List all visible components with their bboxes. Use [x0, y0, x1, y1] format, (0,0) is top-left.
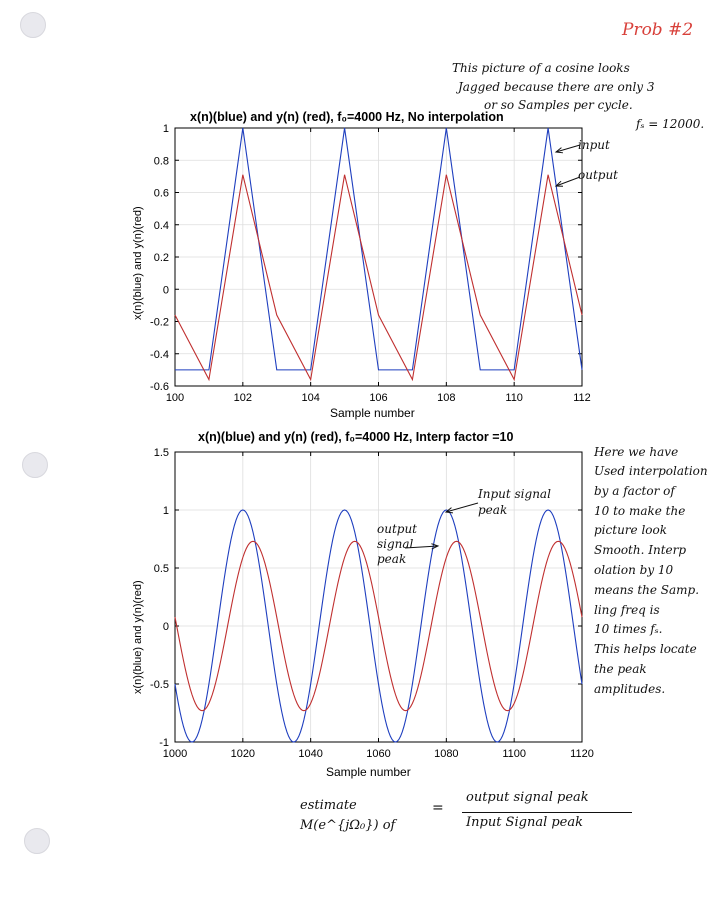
y-tick-label: 0.5: [153, 563, 169, 575]
x-tick-label: 112: [573, 392, 591, 404]
x-tick-label: 1000: [162, 748, 188, 760]
formula-numerator: output signal peak: [466, 790, 589, 805]
note-line: This picture of a cosine looks: [452, 61, 630, 75]
x-tick-label: 102: [233, 392, 253, 404]
chart1-xlabel: Sample number: [330, 406, 415, 420]
y-tick-label: 0: [162, 621, 169, 633]
note-line: Here we have: [594, 445, 679, 459]
y-tick-label: -0.6: [150, 381, 169, 393]
output-annotation: output: [578, 168, 619, 182]
y-tick-label: 0.8: [153, 155, 169, 168]
y-tick-label: 1.5: [153, 447, 169, 459]
note-line: Jagged because there are only 3: [458, 80, 655, 94]
note-line: the peak: [594, 662, 647, 676]
note-line: Used interpolation: [594, 464, 708, 478]
y-tick-label: 0.4: [153, 219, 169, 232]
x-tick-label: 1020: [230, 748, 256, 760]
formula-left: estimate M(e^{jΩ₀}) of: [300, 798, 396, 833]
annotation-arrow: [446, 503, 478, 512]
note-line: by a factor of: [594, 484, 675, 498]
x-tick-label: 1120: [570, 748, 594, 760]
x-tick-label: 100: [165, 392, 185, 404]
note-line: 10 times fₛ.: [594, 622, 663, 636]
input-annotation: input: [578, 138, 610, 152]
formula-equals: =: [432, 800, 444, 816]
y-tick-label: -0.4: [150, 348, 169, 361]
chart2-ylabel: x(n)(blue) and y(n)(red): [132, 580, 144, 694]
y-tick-label: -0.2: [150, 316, 169, 329]
chart1-ylabel: x(n)(blue) and y(n)(red): [132, 206, 144, 320]
output-peak-annotation: output signal peak: [377, 522, 418, 566]
y-tick-label: 1: [162, 123, 169, 135]
x-tick-label: 106: [369, 392, 388, 404]
chart2-xlabel: Sample number: [326, 765, 411, 779]
punch-hole-icon: [24, 828, 50, 854]
note-line: fₛ = 12000.: [636, 117, 705, 131]
fraction-bar: [462, 812, 632, 813]
note-line: This helps locate: [594, 642, 697, 656]
y-tick-label: 0.2: [153, 252, 169, 264]
problem-label: Prob #2: [622, 20, 694, 40]
note-line: amplitudes.: [594, 682, 666, 696]
note-line: picture look: [594, 523, 668, 537]
x-tick-label: 108: [437, 392, 456, 404]
x-tick-label: 1040: [298, 748, 323, 760]
input-peak-annotation: Input signal peak: [478, 487, 551, 517]
x-tick-label: 1100: [502, 748, 526, 760]
y-tick-label: 1: [162, 505, 169, 517]
note-line: olation by 10: [594, 563, 674, 577]
note-line: 10 to make the: [594, 504, 686, 518]
y-tick-label: 0.6: [153, 187, 169, 200]
y-tick-label: -0.5: [150, 679, 169, 691]
note-line: ling freq is: [594, 603, 660, 617]
x-tick-label: 104: [301, 392, 320, 404]
chart1-title: x(n)(blue) and y(n) (red), f₀=4000 Hz, No interpolation: [190, 110, 504, 124]
note-line: Smooth. Interp: [594, 543, 687, 557]
formula-denominator: Input Signal peak: [466, 815, 583, 830]
x-tick-label: 110: [505, 392, 523, 404]
x-tick-label: 1060: [366, 748, 391, 760]
note-line: or so Samples per cycle.: [484, 98, 633, 112]
x-tick-label: 1080: [434, 748, 459, 760]
chart2-title: x(n)(blue) and y(n) (red), f₀=4000 Hz, Interp factor =10: [198, 430, 514, 444]
note-line: means the Samp.: [594, 583, 700, 597]
y-tick-label: 0: [162, 284, 169, 297]
y-tick-label: -1: [159, 737, 169, 749]
